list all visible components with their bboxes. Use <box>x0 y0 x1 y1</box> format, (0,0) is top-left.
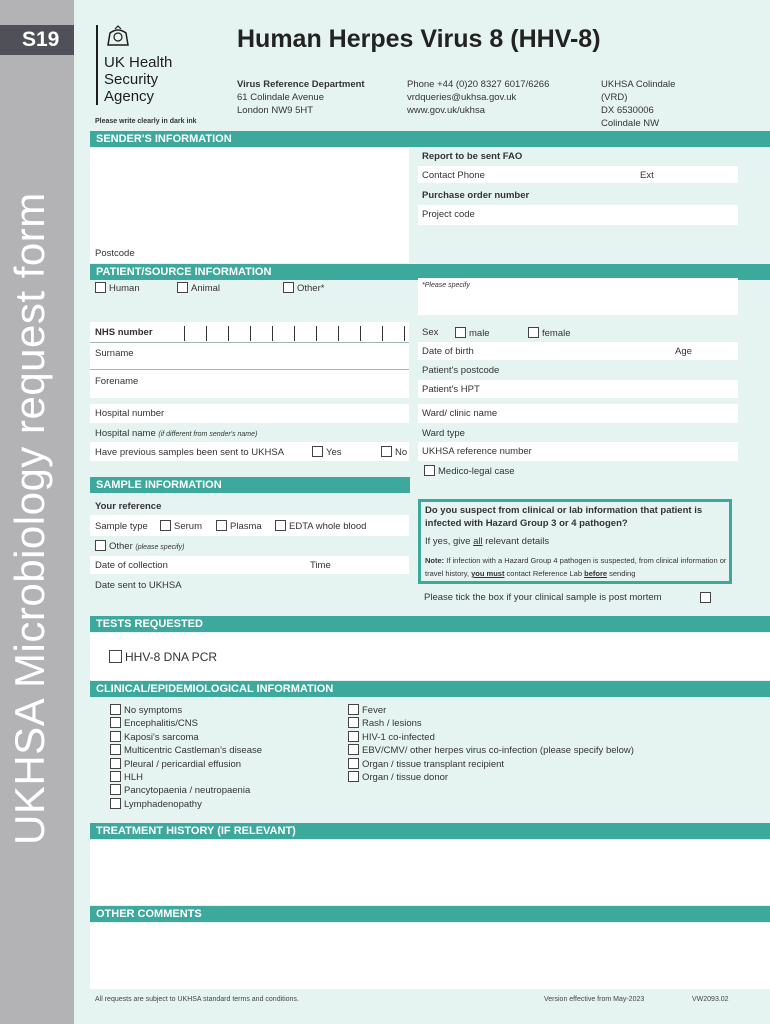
treatment-field[interactable] <box>90 840 770 905</box>
ward-type-label: Ward type <box>422 428 465 439</box>
nhs-number-label: NHS number <box>95 327 153 338</box>
clinical-option: Pleural / pericardial effusion <box>110 758 262 771</box>
section-sender: SENDER'S INFORMATION <box>90 131 770 147</box>
contact-phone-label: Contact Phone <box>422 170 485 181</box>
form-title: Human Herpes Virus 8 (HHV-8) <box>237 25 601 53</box>
sample-type-label: Sample type <box>95 521 148 532</box>
section-patient: PATIENT/SOURCE INFORMATION <box>90 264 770 280</box>
sender-postcode-label: Postcode <box>95 248 135 259</box>
clinical-option: Organ / tissue donor <box>348 771 634 784</box>
collection-label: Date of collection <box>95 560 168 571</box>
ext-label: Ext <box>640 170 654 181</box>
nhs-number-boxes[interactable] <box>184 326 406 341</box>
ukhsa-ref-label: UKHSA reference number <box>422 446 532 457</box>
clinical-option: Encephalitis/CNS <box>110 717 262 730</box>
sender-address-field[interactable] <box>90 148 409 263</box>
other-sample-checkbox[interactable]: Other (please specify) <box>95 540 184 552</box>
medico-legal-checkbox[interactable]: Medico-legal case <box>424 465 515 477</box>
clinical-left-list[interactable] <box>110 704 262 811</box>
dob-label: Date of birth <box>422 346 474 357</box>
section-clinical: CLINICAL/EPIDEMIOLOGICAL INFORMATION <box>90 681 770 697</box>
clinical-option: Organ / tissue transplant recipient <box>348 758 634 771</box>
male-checkbox[interactable]: male <box>455 327 490 339</box>
clinical-option: Kaposi's sarcoma <box>110 731 262 744</box>
section-sample: SAMPLE INFORMATION <box>90 477 410 493</box>
clinical-right-list[interactable] <box>348 704 634 784</box>
clinical-option: No symptoms <box>110 704 262 717</box>
animal-checkbox[interactable]: Animal <box>177 282 220 294</box>
clinical-option: EBV/CMV/ other herpes virus co-infection (please specify below) <box>348 744 634 757</box>
footer-version: Version effective from May-2023 <box>544 996 645 1003</box>
hospital-name-label: Hospital name (if different from sender's name) <box>95 428 258 439</box>
previous-yes-checkbox[interactable]: Yes <box>312 446 342 458</box>
hhv8-pcr-checkbox[interactable]: HHV-8 DNA PCR <box>109 650 217 664</box>
section-comments: OTHER COMMENTS <box>90 906 770 922</box>
clinical-option: HLH <box>110 771 262 784</box>
other-checkbox[interactable]: Other* <box>283 282 324 294</box>
edta-checkbox[interactable]: EDTA whole blood <box>275 520 366 532</box>
previous-samples-label: Have previous samples been sent to UKHSA <box>95 447 285 458</box>
write-note: Please write clearly in dark ink <box>95 118 197 125</box>
hpt-label: Patient's HPT <box>422 384 480 395</box>
forename-label: Forename <box>95 376 139 387</box>
post-mortem-checkbox[interactable] <box>700 592 711 603</box>
hazard-note: Note: If infection with a Hazard Group 4 pathogen is suspected, from clinical information or travel history, you must contact Reference Lab before sending <box>425 556 727 578</box>
project-code-label: Project code <box>422 209 475 220</box>
footer-code: VW2093.02 <box>692 996 729 1003</box>
ukhsa-logo: UK Health Security Agency <box>96 25 206 105</box>
female-checkbox[interactable]: female <box>528 327 571 339</box>
clinical-option: Pancytopaenia / neutropaenia <box>110 784 262 797</box>
footer-terms: All requests are subject to UKHSA standard terms and conditions. <box>95 996 299 1003</box>
royal-crest-icon <box>104 25 132 47</box>
age-label: Age <box>675 346 692 357</box>
hospital-number-label: Hospital number <box>95 408 165 419</box>
clinical-option: Fever <box>348 704 634 717</box>
form-code: S19 <box>0 25 74 55</box>
clinical-option: HIV-1 co-infected <box>348 731 634 744</box>
contact-info: Phone +44 (0)20 8327 6017/6266 vrdqueries@ukhsa.gov.uk www.gov.uk/ukhsa <box>407 79 550 116</box>
your-ref-label: Your reference <box>95 501 162 512</box>
hazard-details-label: If yes, give all relevant details <box>425 536 550 547</box>
report-fao-label: Report to be sent FAO <box>422 151 523 162</box>
clinical-option: Rash / lesions <box>348 717 634 730</box>
date-sent-label: Date sent to UKHSA <box>95 580 182 591</box>
specify-note: *Please specify <box>422 282 470 289</box>
sex-label: Sex <box>422 327 439 338</box>
time-label: Time <box>310 560 331 571</box>
surname-label: Surname <box>95 348 134 359</box>
dx-address: UKHSA Colindale (VRD) DX 6530006 Colindale NW <box>601 79 676 129</box>
section-treatment: TREATMENT HISTORY (IF RELEVANT) <box>90 823 770 839</box>
plasma-checkbox[interactable]: Plasma <box>216 520 262 532</box>
previous-no-checkbox[interactable]: No <box>381 446 407 458</box>
clinical-option: Lymphadenopathy <box>110 798 262 811</box>
po-number-label: Purchase order number <box>422 190 530 201</box>
post-mortem-label: Please tick the box if your clinical sample is post mortem <box>424 592 662 603</box>
clinical-option: Multicentric Castleman's disease <box>110 744 262 757</box>
human-checkbox[interactable]: Human <box>95 282 140 294</box>
dept-address: Virus Reference Department 61 Colindale Avenue London NW9 5HT <box>237 79 365 116</box>
ward-label: Ward/ clinic name <box>422 408 498 419</box>
section-tests: TESTS REQUESTED <box>90 616 770 632</box>
hazard-question: Do you suspect from clinical or lab information that patient is infected with Hazard Group 3 or 4 pathogen? <box>425 505 703 529</box>
patient-postcode-label: Patient's postcode <box>422 365 500 376</box>
vertical-title: UKHSA Microbiology request form <box>6 192 53 845</box>
comments-field[interactable] <box>90 923 770 989</box>
serum-checkbox[interactable]: Serum <box>160 520 202 532</box>
